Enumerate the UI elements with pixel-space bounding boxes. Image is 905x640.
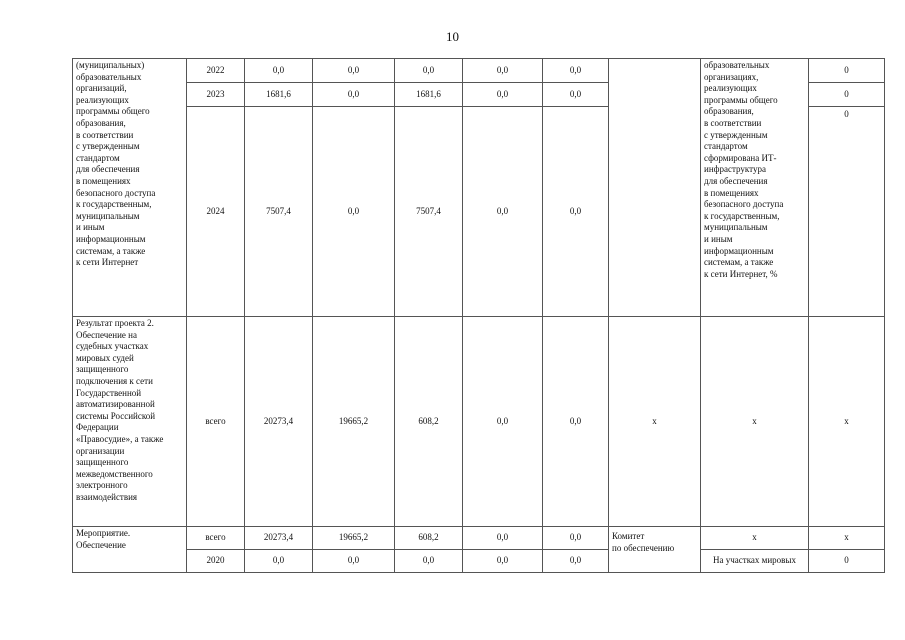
funding-cell: 0,0 — [463, 550, 543, 573]
funding-cell: 19665,2 — [313, 317, 395, 527]
indicator-value-cell: 0 — [809, 59, 885, 83]
indicator-text: образовательных организациях, реализующих программы общего образования, в соответствии с утвержденным стандартом сформирована ИТ- инфраструктура для обеспечения в помещениях безопасного доступа к государственным, муниципальным и иным информационным системам, а также к сети Интернет, % — [704, 60, 784, 279]
program-table — [72, 58, 885, 573]
funding-cell: 0,0 — [463, 317, 543, 527]
page-number: 10 — [446, 29, 459, 44]
indicator-value-cell: 0 — [809, 550, 885, 573]
total-cell: 1681,6 — [245, 83, 313, 107]
funding-cell: 0,0 — [313, 107, 395, 317]
funding-cell: 0,0 — [543, 83, 609, 107]
funding-cell: 0,0 — [543, 107, 609, 317]
table-row — [73, 317, 885, 527]
indicator-value-cell: 0 — [809, 83, 885, 107]
funding-cell: 19665,2 — [313, 527, 395, 550]
funding-cell: 0,0 — [543, 550, 609, 573]
indicator-value-cell: 0 — [809, 107, 885, 317]
table-row — [73, 527, 885, 550]
measure-name-cell — [73, 59, 187, 317]
indicator-value-cell: х — [809, 527, 885, 550]
indicator-cell: х — [701, 527, 809, 550]
measure-name: Мероприятие. Обеспечение — [76, 528, 131, 550]
year-cell: 2020 — [187, 550, 245, 573]
year-cell: всего — [187, 317, 245, 527]
executor-text: Комитет по обеспечению — [612, 531, 675, 553]
funding-cell: 0,0 — [313, 59, 395, 83]
result-name-cell — [73, 317, 187, 527]
funding-cell: 0,0 — [543, 527, 609, 550]
year-cell: 2022 — [187, 59, 245, 83]
executor-cell: х — [609, 317, 701, 527]
total-cell: 7507,4 — [245, 107, 313, 317]
funding-cell: 0,0 — [313, 83, 395, 107]
executor-cell — [609, 527, 701, 573]
indicator-cell: На участках мировых — [701, 550, 809, 573]
year-cell: 2024 — [187, 107, 245, 317]
total-cell: 20273,4 — [245, 317, 313, 527]
indicator-cell: х — [701, 317, 809, 527]
funding-cell: 0,0 — [543, 317, 609, 527]
funding-cell: 0,0 — [395, 59, 463, 83]
year-cell: всего — [187, 527, 245, 550]
funding-cell: 0,0 — [463, 527, 543, 550]
table-row — [73, 550, 885, 573]
funding-cell: 0,0 — [543, 59, 609, 83]
funding-cell: 0,0 — [395, 550, 463, 573]
funding-cell: 0,0 — [313, 550, 395, 573]
indicator-cell — [701, 59, 809, 317]
measure-name-cell — [73, 527, 187, 573]
table-row — [73, 59, 885, 83]
funding-cell: 0,0 — [463, 107, 543, 317]
funding-cell: 0,0 — [463, 83, 543, 107]
total-cell: 20273,4 — [245, 527, 313, 550]
total-cell: 0,0 — [245, 550, 313, 573]
funding-cell: 608,2 — [395, 527, 463, 550]
funding-cell: 0,0 — [463, 59, 543, 83]
funding-cell: 7507,4 — [395, 107, 463, 317]
measure-name: (муниципальных) образовательных организаций, реализующих программы общего образования, в соответствии с утвержденным стандартом для обеспечения в помещениях безопасного доступа к государственным, муниципальным и иным информационным системам, а также к сети Интернет — [76, 60, 156, 268]
funding-cell: 608,2 — [395, 317, 463, 527]
indicator-value-cell: х — [809, 317, 885, 527]
funding-cell: 1681,6 — [395, 83, 463, 107]
result-name: Результат проекта 2. Обеспечение на судебных участках мировых судей защищенного подключения к сети Государственной автоматизированной системы Российской Федерации «Правосудие», а также организации защищенного межведомственного электронного взаимодействия — [76, 318, 164, 502]
total-cell: 0,0 — [245, 59, 313, 83]
year-cell: 2023 — [187, 83, 245, 107]
executor-cell — [609, 59, 701, 317]
